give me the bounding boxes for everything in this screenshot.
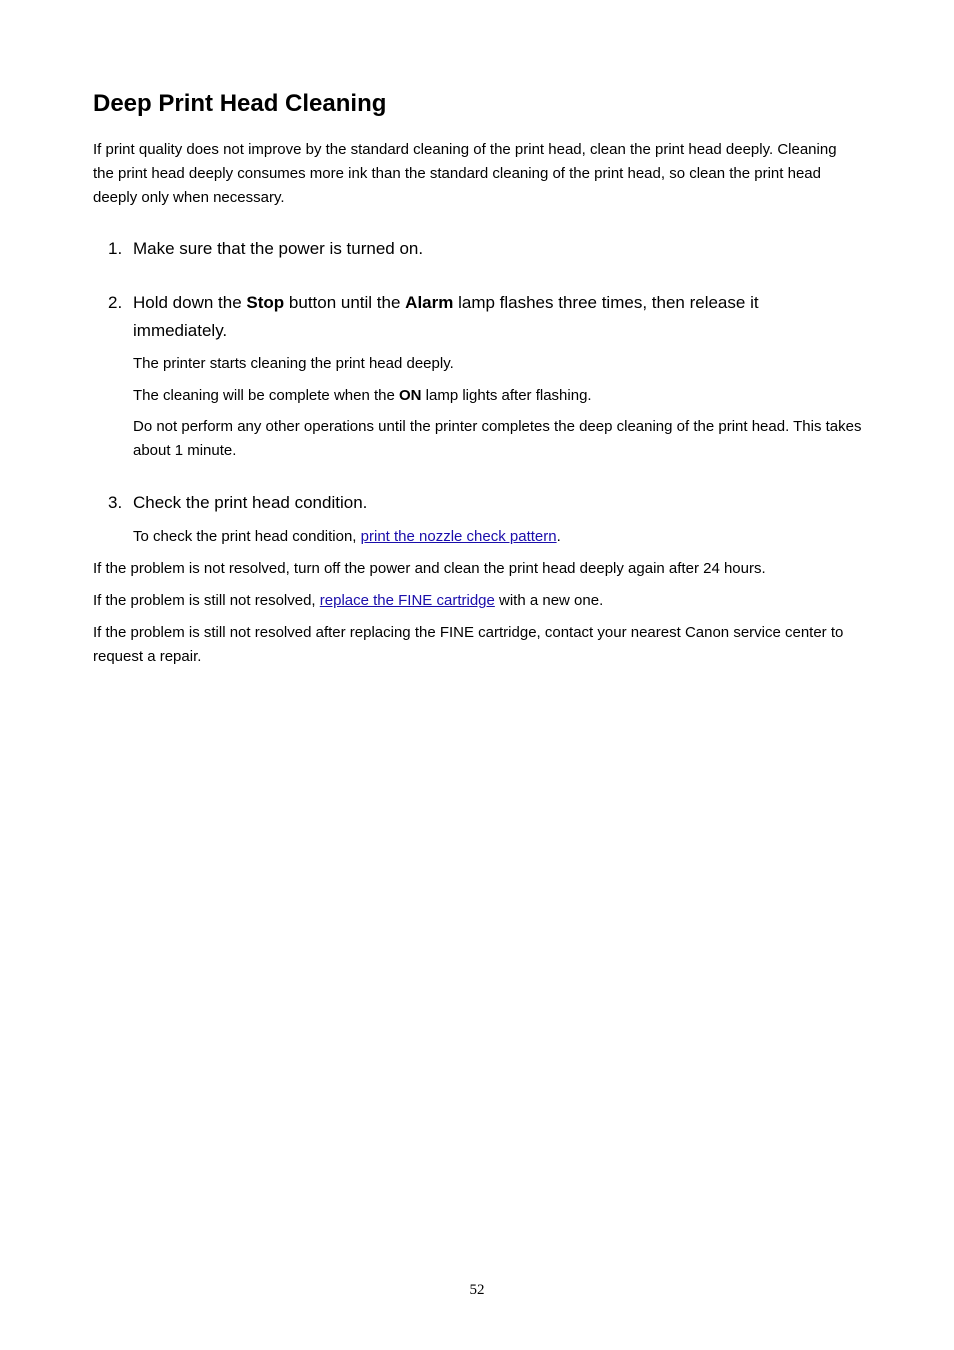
stop-button-label: Stop [246,293,285,312]
step-3-note [133,525,863,549]
on-lamp-label: ON [399,387,422,404]
step-2-note-2 [133,384,863,408]
replace-cartridge-link[interactable]: replace the FINE cartridge [319,592,495,609]
note-text-part: The cleaning will be complete when the [133,387,399,404]
followup-paragraph-2 [93,589,863,613]
step-text-part: lamp flashes three times, then release it immediately. [133,293,759,340]
step-number: 2. [108,293,123,312]
step-text: Check the print head condition. [133,493,368,512]
step-text-part: button until the [284,293,406,312]
note-text-part: To check the print head condition, [133,528,361,545]
nozzle-check-link[interactable]: print the nozzle check pattern [360,528,557,545]
followup-paragraph-3: If the problem is still not resolved after replacing the FINE cartridge, contact your nearest Canon service center to request a repair. [93,624,844,665]
step-2-note-1: The printer starts cleaning the print head deeply. [133,355,454,372]
step-2 [108,289,848,345]
note-text-part: lamp lights after flashing. [421,387,592,404]
step-text-part: Hold down the [133,293,247,312]
step-2-note-3: Do not perform any other operations until the printer completes the deep cleaning of the print head. This takes about 1 minute. [133,418,862,459]
step-number: 3. [108,493,123,512]
paragraph-text-part: If the problem is still not resolved, [93,592,320,609]
alarm-lamp-label: Alarm [405,293,454,312]
followup-paragraph-1: If the problem is not resolved, turn off the power and clean the print head deeply again after 24 hours. [93,560,766,577]
intro-paragraph: If print quality does not improve by the standard cleaning of the print head, clean the print head deeply. Cleaning the print head deeply consumes more ink than the standard cleaning of the print head, so clean the print head deeply only when necessary. [93,141,837,206]
page-number: 52 [469,1282,485,1298]
step-text [133,289,848,345]
note-text-part: . [556,528,561,545]
paragraph-text-part: with a new one. [494,592,604,609]
page-title: Deep Print Head Cleaning [93,90,387,117]
step-number: 1. [108,239,123,258]
step-3 [108,489,848,517]
step-1 [108,235,848,263]
step-text: Make sure that the power is turned on. [133,239,424,258]
